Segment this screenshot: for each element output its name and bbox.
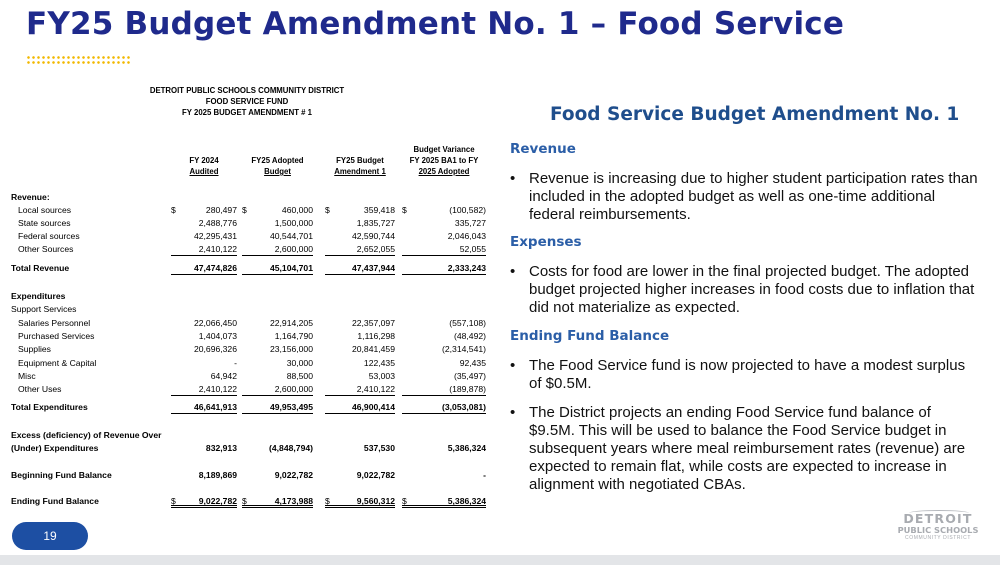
report-heading-district: DETROIT PUBLIC SCHOOLS COMMUNITY DISTRICT [149, 86, 345, 95]
support-services-header: Support Services [11, 304, 77, 314]
expenditures-header: Expenditures [11, 291, 66, 301]
row-supplies: Supplies 20,696,326 23,156,000 20,841,459 (2,314,541) [18, 344, 486, 354]
revenue-header: Revenue: [11, 192, 50, 202]
row-total-revenue: Total Revenue 47,474,826 45,104,701 47,437,944 2,333,243 [11, 263, 486, 273]
decorative-dots [26, 55, 130, 65]
bullet-marker: • [510, 263, 516, 280]
bullet-marker: • [510, 170, 516, 187]
column-header-amendment: FY25 Budget Amendment 1 [334, 156, 386, 176]
column-header-variance: Budget Variance FY 2025 BA1 to FY 2025 Adopted [409, 145, 479, 176]
excess-label-line1: Excess (deficiency) of Revenue Over [11, 430, 162, 440]
row-excess-deficiency: (Under) Expenditures 832,913 (4,848,794) 537,530 5,386,324 [11, 443, 486, 453]
section-heading-revenue: Revenue [510, 141, 576, 157]
row-misc: Misc 64,942 88,500 53,003 (35,497) [18, 371, 486, 381]
row-ending-fund-balance: Ending Fund Balance $ 9,022,782 $ 4,173,988 $ 9,560,312 $ 5,386,324 [11, 496, 486, 506]
row-salaries: Salaries Personnel 22,066,450 22,914,205 22,357,097 (557,108) [18, 318, 486, 328]
row-beginning-fund-balance: Beginning Fund Balance 8,189,869 9,022,782 9,022,782 - [11, 470, 486, 480]
row-total-expenditures: Total Expenditures 46,641,913 49,953,495 46,900,414 (3,053,081) [11, 402, 486, 412]
panel-title: Food Service Budget Amendment No. 1 [550, 104, 960, 125]
row-local-sources: Local sources $ 280,497 $ 460,000 $ 359,418 $ (100,582) [18, 205, 486, 215]
bullet-fund-surplus: • The Food Service fund is now projected to have a modest surplus of $0.5M. [510, 357, 966, 392]
report-heading [8, 85, 486, 118]
logo-swoosh-icon [909, 510, 969, 516]
row-other-uses: Other Uses 2,410,122 2,600,000 2,410,122 (189,878) [18, 384, 486, 394]
column-header-adopted: FY25 Adopted Budget [251, 156, 304, 176]
row-federal-sources: Federal sources 42,295,431 40,544,701 42,590,744 2,046,043 [18, 231, 486, 241]
bullet-marker: • [510, 357, 516, 374]
section-heading-expenses: Expenses [510, 234, 582, 250]
page-number-badge: 19 [12, 522, 88, 550]
column-header-fy2024: FY 2024 Audited [189, 156, 219, 176]
report-heading-amendment: FY 2025 BUDGET AMENDMENT # 1 [182, 108, 312, 117]
bullet-expenses: • Costs for food are lower in the final projected budget. The adopted budget projected higher increases in food costs due to inflation that did not materialize as expected. [510, 263, 975, 316]
slide-title: FY25 Budget Amendment No. 1 – Food Service [26, 6, 845, 42]
bullet-fund-balance-projection: • The District projects an ending Food Service fund balance of $9.5M. This will be used to balance the Food Service budget in subsequent years where meal reimbursement rates (revenue) are expected to remain flat, while costs are expected to increase in alignment with negotiated CBAs. [510, 404, 966, 493]
bullet-revenue: • Revenue is increasing due to higher student participation rates than included in the adopted budget as well as one-time additional federal reimbursements. [510, 170, 978, 223]
column-headers [8, 137, 486, 177]
row-equipment-capital: Equipment & Capital - 30,000 122,435 92,435 [18, 358, 486, 368]
dpscd-logo: DETROIT PUBLIC SCHOOLS COMMUNITY DISTRICT [897, 511, 979, 541]
footer-bar [0, 555, 1000, 565]
row-purchased-services: Purchased Services 1,404,073 1,164,790 1,116,298 (48,492) [18, 331, 486, 341]
section-heading-ending-fund-balance: Ending Fund Balance [510, 328, 670, 344]
bullet-marker: • [510, 404, 516, 421]
report-heading-fund: FOOD SERVICE FUND [205, 97, 289, 106]
row-state-sources: State sources 2,488,776 1,500,000 1,835,727 335,727 [18, 218, 486, 228]
row-other-sources: Other Sources 2,410,122 2,600,000 2,652,055 52,055 [18, 244, 486, 254]
